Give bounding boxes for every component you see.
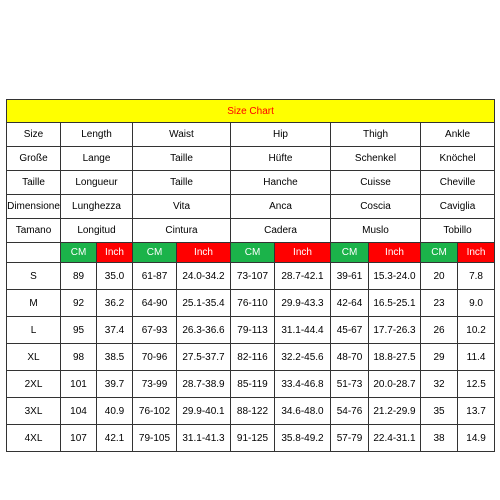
size-value-cell: 35.8-49.2 [275, 425, 331, 452]
size-value-cell: 39.7 [97, 371, 133, 398]
size-value-cell: 35 [421, 398, 458, 425]
header-hip-cell: Anca [231, 195, 331, 219]
size-value-cell: 61-87 [133, 263, 177, 290]
size-value-cell: 67-93 [133, 317, 177, 344]
header-hip-cell: Cadera [231, 219, 331, 243]
unit-inch-label: Inch [458, 243, 495, 263]
size-value-cell: 64-90 [133, 290, 177, 317]
header-hip-cell: Hip [231, 123, 331, 147]
header-ankle-cell: Knöchel [421, 147, 495, 171]
size-value-cell: 10.2 [458, 317, 495, 344]
size-value-cell: 18.8-27.5 [369, 344, 421, 371]
header-ankle-cell: Cheville [421, 171, 495, 195]
size-value-cell: 82-116 [231, 344, 275, 371]
header-row [7, 147, 495, 171]
size-label-cell: L [7, 317, 61, 344]
size-row [7, 290, 495, 317]
language-label-cell: Dimensione [7, 195, 61, 219]
size-value-cell: 28.7-38.9 [177, 371, 231, 398]
size-value-cell: 29.9-43.3 [275, 290, 331, 317]
size-label-cell: S [7, 263, 61, 290]
size-value-cell: 23 [421, 290, 458, 317]
size-value-cell: 27.5-37.7 [177, 344, 231, 371]
size-value-cell: 73-99 [133, 371, 177, 398]
unit-cm-label: CM [61, 243, 97, 263]
size-value-cell: 31.1-41.3 [177, 425, 231, 452]
size-value-cell: 76-102 [133, 398, 177, 425]
header-thigh-cell: Schenkel [331, 147, 421, 171]
size-chart-body [7, 100, 495, 452]
size-value-cell: 31.1-44.4 [275, 317, 331, 344]
header-row [7, 219, 495, 243]
size-value-cell: 34.6-48.0 [275, 398, 331, 425]
size-value-cell: 38 [421, 425, 458, 452]
size-value-cell: 21.2-29.9 [369, 398, 421, 425]
size-chart-table [6, 99, 495, 452]
size-row [7, 263, 495, 290]
size-label-cell: M [7, 290, 61, 317]
size-value-cell: 33.4-46.8 [275, 371, 331, 398]
size-value-cell: 24.0-34.2 [177, 263, 231, 290]
size-label-cell: 3XL [7, 398, 61, 425]
size-label-cell: 4XL [7, 425, 61, 452]
unit-inch-label: Inch [275, 243, 331, 263]
size-row [7, 425, 495, 452]
size-value-cell: 16.5-25.1 [369, 290, 421, 317]
unit-inch-label: Inch [177, 243, 231, 263]
header-hip-cell: Hüfte [231, 147, 331, 171]
title-row [7, 100, 495, 123]
size-value-cell: 42-64 [331, 290, 369, 317]
size-label-cell: 2XL [7, 371, 61, 398]
size-value-cell: 26.3-36.6 [177, 317, 231, 344]
size-value-cell: 51-73 [331, 371, 369, 398]
size-value-cell: 37.4 [97, 317, 133, 344]
size-value-cell: 88-122 [231, 398, 275, 425]
size-value-cell: 32 [421, 371, 458, 398]
chart-title: Size Chart [7, 100, 495, 123]
unit-inch-label: Inch [369, 243, 421, 263]
header-waist-cell: Taille [133, 171, 231, 195]
size-value-cell: 39-61 [331, 263, 369, 290]
size-value-cell: 48-70 [331, 344, 369, 371]
size-value-cell: 45-67 [331, 317, 369, 344]
size-value-cell: 107 [61, 425, 97, 452]
unit-cm-label: CM [231, 243, 275, 263]
size-value-cell: 42.1 [97, 425, 133, 452]
unit-blank-cell [7, 243, 61, 263]
size-value-cell: 13.7 [458, 398, 495, 425]
header-length-cell: Longitud [61, 219, 133, 243]
size-value-cell: 14.9 [458, 425, 495, 452]
size-row [7, 344, 495, 371]
unit-cm-label: CM [421, 243, 458, 263]
size-value-cell: 17.7-26.3 [369, 317, 421, 344]
size-row [7, 398, 495, 425]
header-length-cell: Lunghezza [61, 195, 133, 219]
size-value-cell: 29.9-40.1 [177, 398, 231, 425]
size-value-cell: 76-110 [231, 290, 275, 317]
size-value-cell: 79-113 [231, 317, 275, 344]
header-row [7, 195, 495, 219]
header-waist-cell: Taille [133, 147, 231, 171]
language-label-cell: Tamano [7, 219, 61, 243]
size-value-cell: 20 [421, 263, 458, 290]
size-row [7, 317, 495, 344]
language-label-cell: Große [7, 147, 61, 171]
size-value-cell: 92 [61, 290, 97, 317]
size-value-cell: 28.7-42.1 [275, 263, 331, 290]
size-value-cell: 15.3-24.0 [369, 263, 421, 290]
size-value-cell: 20.0-28.7 [369, 371, 421, 398]
language-label-cell: Taille [7, 171, 61, 195]
size-value-cell: 38.5 [97, 344, 133, 371]
size-value-cell: 57-79 [331, 425, 369, 452]
size-value-cell: 40.9 [97, 398, 133, 425]
header-waist-cell: Waist [133, 123, 231, 147]
size-value-cell: 26 [421, 317, 458, 344]
size-value-cell: 36.2 [97, 290, 133, 317]
size-value-cell: 85-119 [231, 371, 275, 398]
size-value-cell: 98 [61, 344, 97, 371]
header-thigh-cell: Thigh [331, 123, 421, 147]
size-value-cell: 12.5 [458, 371, 495, 398]
size-label-cell: XL [7, 344, 61, 371]
size-row [7, 371, 495, 398]
header-ankle-cell: Tobillo [421, 219, 495, 243]
size-value-cell: 91-125 [231, 425, 275, 452]
header-row [7, 123, 495, 147]
header-waist-cell: Vita [133, 195, 231, 219]
size-value-cell: 29 [421, 344, 458, 371]
size-value-cell: 95 [61, 317, 97, 344]
unit-cm-label: CM [331, 243, 369, 263]
header-length-cell: Lange [61, 147, 133, 171]
size-value-cell: 25.1-35.4 [177, 290, 231, 317]
header-waist-cell: Cintura [133, 219, 231, 243]
size-value-cell: 70-96 [133, 344, 177, 371]
size-value-cell: 11.4 [458, 344, 495, 371]
header-thigh-cell: Coscia [331, 195, 421, 219]
size-value-cell: 104 [61, 398, 97, 425]
size-value-cell: 101 [61, 371, 97, 398]
size-value-cell: 9.0 [458, 290, 495, 317]
size-value-cell: 7.8 [458, 263, 495, 290]
size-value-cell: 35.0 [97, 263, 133, 290]
header-row [7, 171, 495, 195]
header-length-cell: Length [61, 123, 133, 147]
unit-inch-label: Inch [97, 243, 133, 263]
header-length-cell: Longueur [61, 171, 133, 195]
size-value-cell: 54-76 [331, 398, 369, 425]
size-value-cell: 73-107 [231, 263, 275, 290]
size-value-cell: 32.2-45.6 [275, 344, 331, 371]
header-hip-cell: Hanche [231, 171, 331, 195]
size-value-cell: 89 [61, 263, 97, 290]
size-value-cell: 22.4-31.1 [369, 425, 421, 452]
header-ankle-cell: Ankle [421, 123, 495, 147]
header-thigh-cell: Cuisse [331, 171, 421, 195]
header-thigh-cell: Muslo [331, 219, 421, 243]
unit-row [7, 243, 495, 263]
unit-cm-label: CM [133, 243, 177, 263]
size-value-cell: 79-105 [133, 425, 177, 452]
language-label-cell: Size [7, 123, 61, 147]
header-ankle-cell: Caviglia [421, 195, 495, 219]
